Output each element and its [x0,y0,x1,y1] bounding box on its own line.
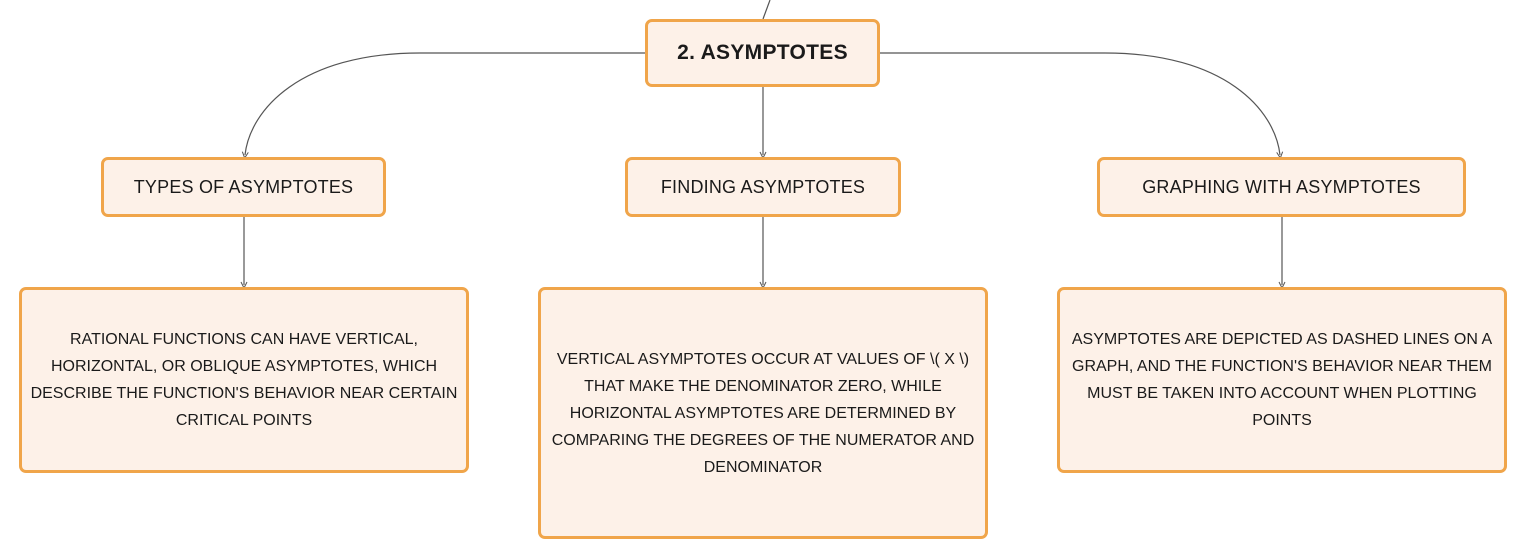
detail-node-finding-asymptotes[interactable] [538,287,988,539]
branch-node-label: GRAPHING WITH ASYMPTOTES [1142,176,1421,197]
branch-node-label: FINDING ASYMPTOTES [660,176,866,197]
detail-node-types-of-asymptotes[interactable] [19,287,469,473]
root-node[interactable] [645,19,880,87]
parent-connector [763,0,770,19]
root-to-graphing-connector [880,53,1280,155]
branch-node-types-of-asymptotes[interactable] [101,157,386,217]
detail-node-text: RATIONAL FUNCTIONS CAN HAVE VERTICAL, HORIZONTAL, OR OBLIQUE ASYMPTOTES, WHICH DESCRIBE THE FUNCTION'S BEHAVIOR NEAR CERTAIN CRITICAL POINTS [30,331,458,429]
branch-node-label: TYPES OF ASYMPTOTES [133,176,354,197]
branch-node-finding-asymptotes[interactable] [625,157,901,217]
detail-node-text: VERTICAL ASYMPTOTES OCCUR AT VALUES OF \( X \) THAT MAKE THE DENOMINATOR ZERO, WHILE HORIZONTAL ASYMPTOTES ARE DETERMINED BY COMPARING THE DEGREES OF THE NUMERATOR AND DENOMINATOR [551,350,975,476]
detail-node-graphing-with-asymptotes[interactable] [1057,287,1507,473]
branch-node-graphing-with-asymptotes[interactable] [1097,157,1466,217]
detail-node-text: ASYMPTOTES ARE DEPICTED AS DASHED LINES ON A GRAPH, AND THE FUNCTION'S BEHAVIOR NEAR THEM MUST BE TAKEN INTO ACCOUNT WHEN PLOTTING POINTS [1071,331,1493,429]
root-to-types-connector [245,53,645,155]
root-node-label: 2. ASYMPTOTES [677,41,848,64]
